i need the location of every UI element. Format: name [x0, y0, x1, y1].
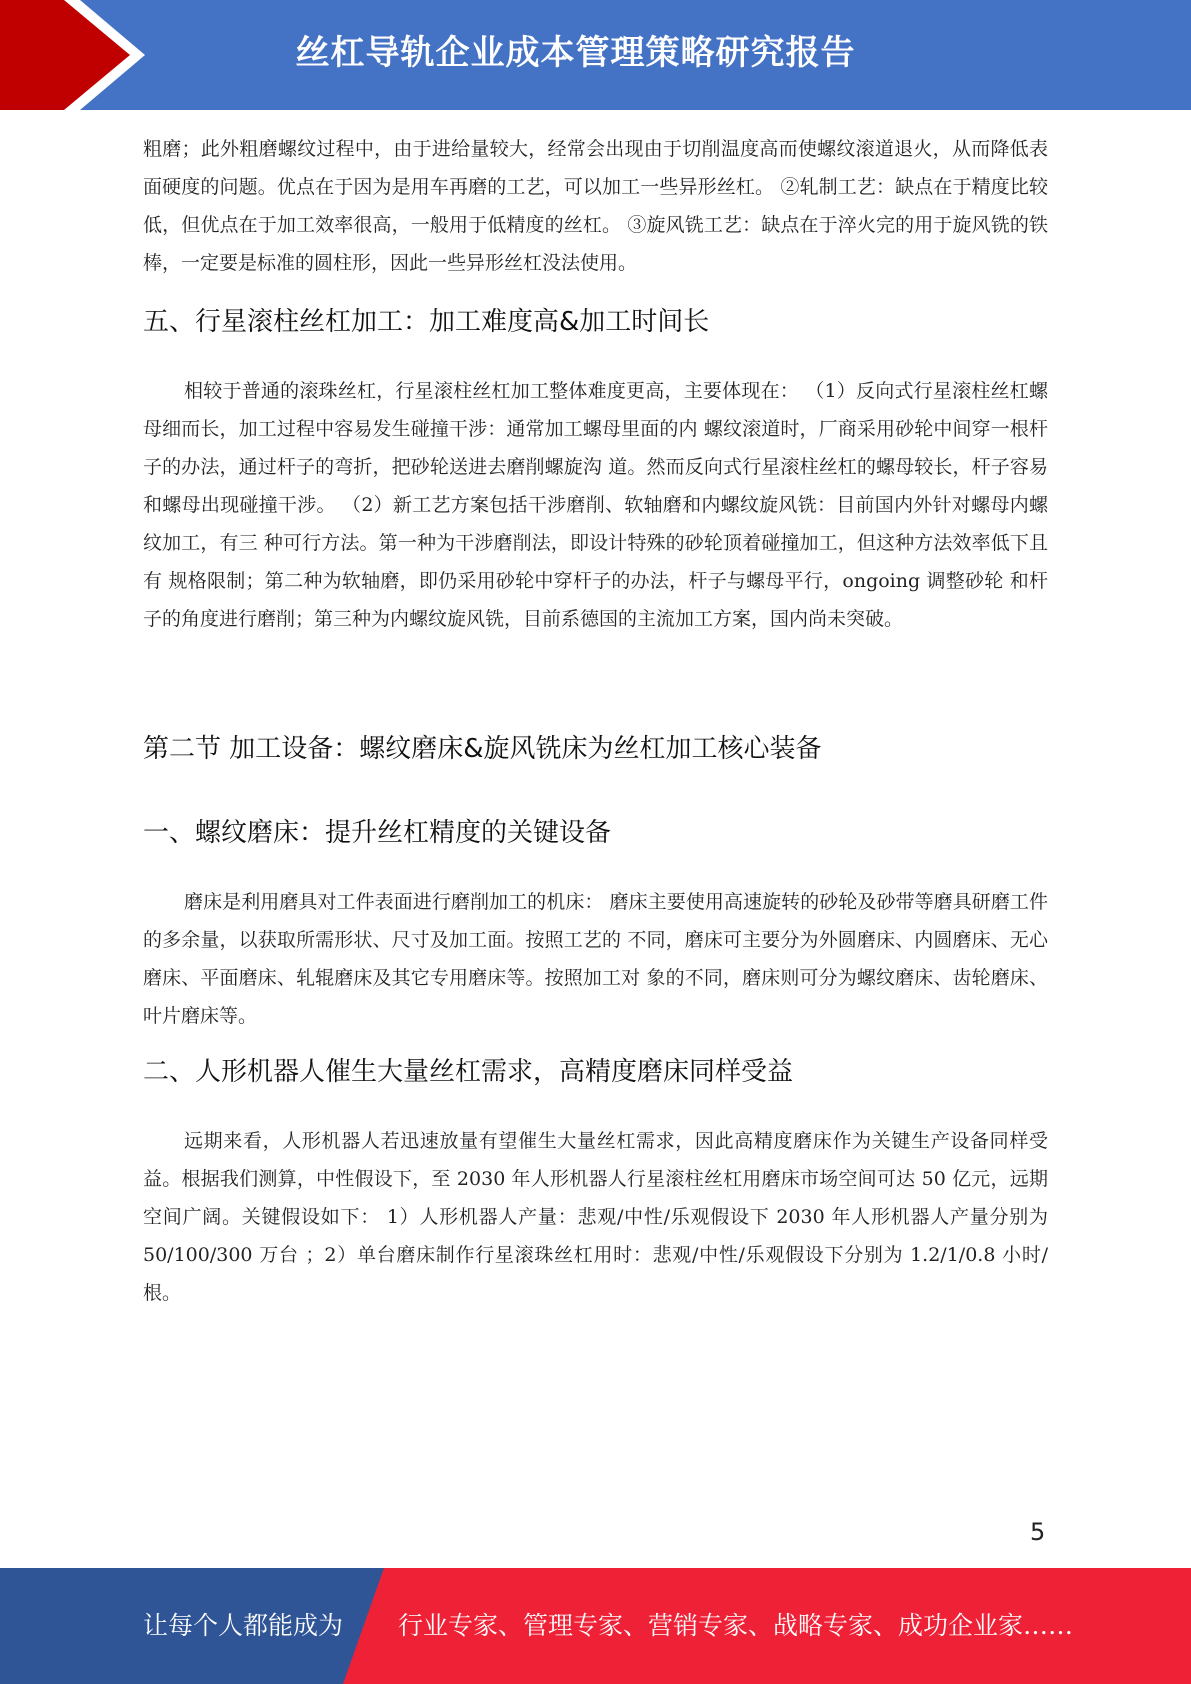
- chapter-heading-processing-equipment: 第二节 加工设备：螺纹磨床&旋风铣床为丝杠加工核心装备: [143, 734, 822, 764]
- page-content: [143, 130, 1048, 1312]
- section-heading-planetary-roller-screw: 五、行星滚柱丝杠加工：加工难度高&加工时间长: [143, 307, 710, 337]
- section-heading-humanoid-robot-demand: 二、人形机器人催生大量丝杠需求，高精度磨床同样受益: [143, 1057, 794, 1087]
- header-chevron-decoration: [0, 0, 150, 110]
- chevron-red-fill: [0, 0, 130, 110]
- header-banner: [0, 0, 1191, 110]
- footer-banner: [0, 1568, 1191, 1684]
- paragraph-planetary-roller-screw: 相较于普通的滚珠丝杠，行星滚柱丝杠加工整体难度更高，主要体现在： （1）反向式行星滚柱丝杠螺母细而长，加工过程中容易发生碰撞干涉：通常加工螺母里面的内 螺纹滚道时，厂商采用砂轮中间穿一根杆子的办法，通过杆子的弯折，把砂轮送进去磨削螺旋沟 道。然而反向式行星滚柱丝杠的螺母较长，杆子容易和螺母出现碰撞干涉。 （2）新工艺方案包括干涉磨削、软轴磨和内螺纹旋风铣：目前国内外针对螺母内螺纹加工，有三 种可行方法。第一种为干涉磨削法，即设计特殊的砂轮顶着碰撞加工，但这种方法效率低下且有 规格限制；第二种为软轴磨，即仍采用砂轮中穿杆子的办法，杆子与螺母平行，ongoing 调整砂轮 和杆子的角度进行磨削；第三种为内螺纹旋风铣，目前系德国的主流加工方案，国内尚未突破。: [143, 380, 1048, 630]
- paragraph-humanoid-robot-demand: 远期来看，人形机器人若迅速放量有望催生大量丝杠需求，因此高精度磨床作为关键生产设备同样受益。根据我们测算，中性假设下，至 2030 年人形机器人行星滚柱丝杠用磨床市场空间可达 50 亿元，远期空间广阔。关键假设如下： 1）人形机器人产量：悲观/中性/乐观假设下 2030 年人形机器人产量分别为 50/100/300 万台 ；2）单台磨床制作行星滚珠丝杠用时：悲观/中性/乐观假设下分别为 1.2/1/0.8 小时/根。: [143, 1130, 1048, 1304]
- paragraph-grinding-process: 粗磨；此外粗磨螺纹过程中，由于进给量较大，经常会出现由于切削温度高而使螺纹滚道退火，从而降低表面硬度的问题。优点在于因为是用车再磨的工艺，可以加工一些异形丝杠。 ②轧制工艺：缺点在于精度比较低，但优点在于加工效率很高，一般用于低精度的丝杠。 ③旋风铣工艺：缺点在于淬火完的用于旋风铣的铁棒，一定要是标准的圆柱形，因此一些异形丝杠没法使用。: [143, 138, 1048, 274]
- footer-slogan-left: 让每个人都能成为: [143, 1611, 344, 1640]
- document-title: 丝杠导轨企业成本管理策略研究报告: [295, 33, 856, 73]
- paragraph-grinder-description: 磨床是利用磨具对工件表面进行磨削加工的机床： 磨床主要使用高速旋转的砂轮及砂带等磨具研磨工件的多余量，以获取所需形状、尺寸及加工面。按照工艺的 不同，磨床可主要分为外圆磨床、内圆磨床、无心磨床、平面磨床、轧辊磨床及其它专用磨床等。按照加工对 象的不同，磨床则可分为螺纹磨床、齿轮磨床、叶片磨床等。: [143, 891, 1048, 1027]
- footer-slogan-right: 行业专家、管理专家、营销专家、战略专家、成功企业家……: [398, 1611, 1074, 1640]
- section-heading-thread-grinder: 一、螺纹磨床：提升丝杠精度的关键设备: [143, 818, 612, 848]
- page-number: 5: [1030, 1518, 1046, 1546]
